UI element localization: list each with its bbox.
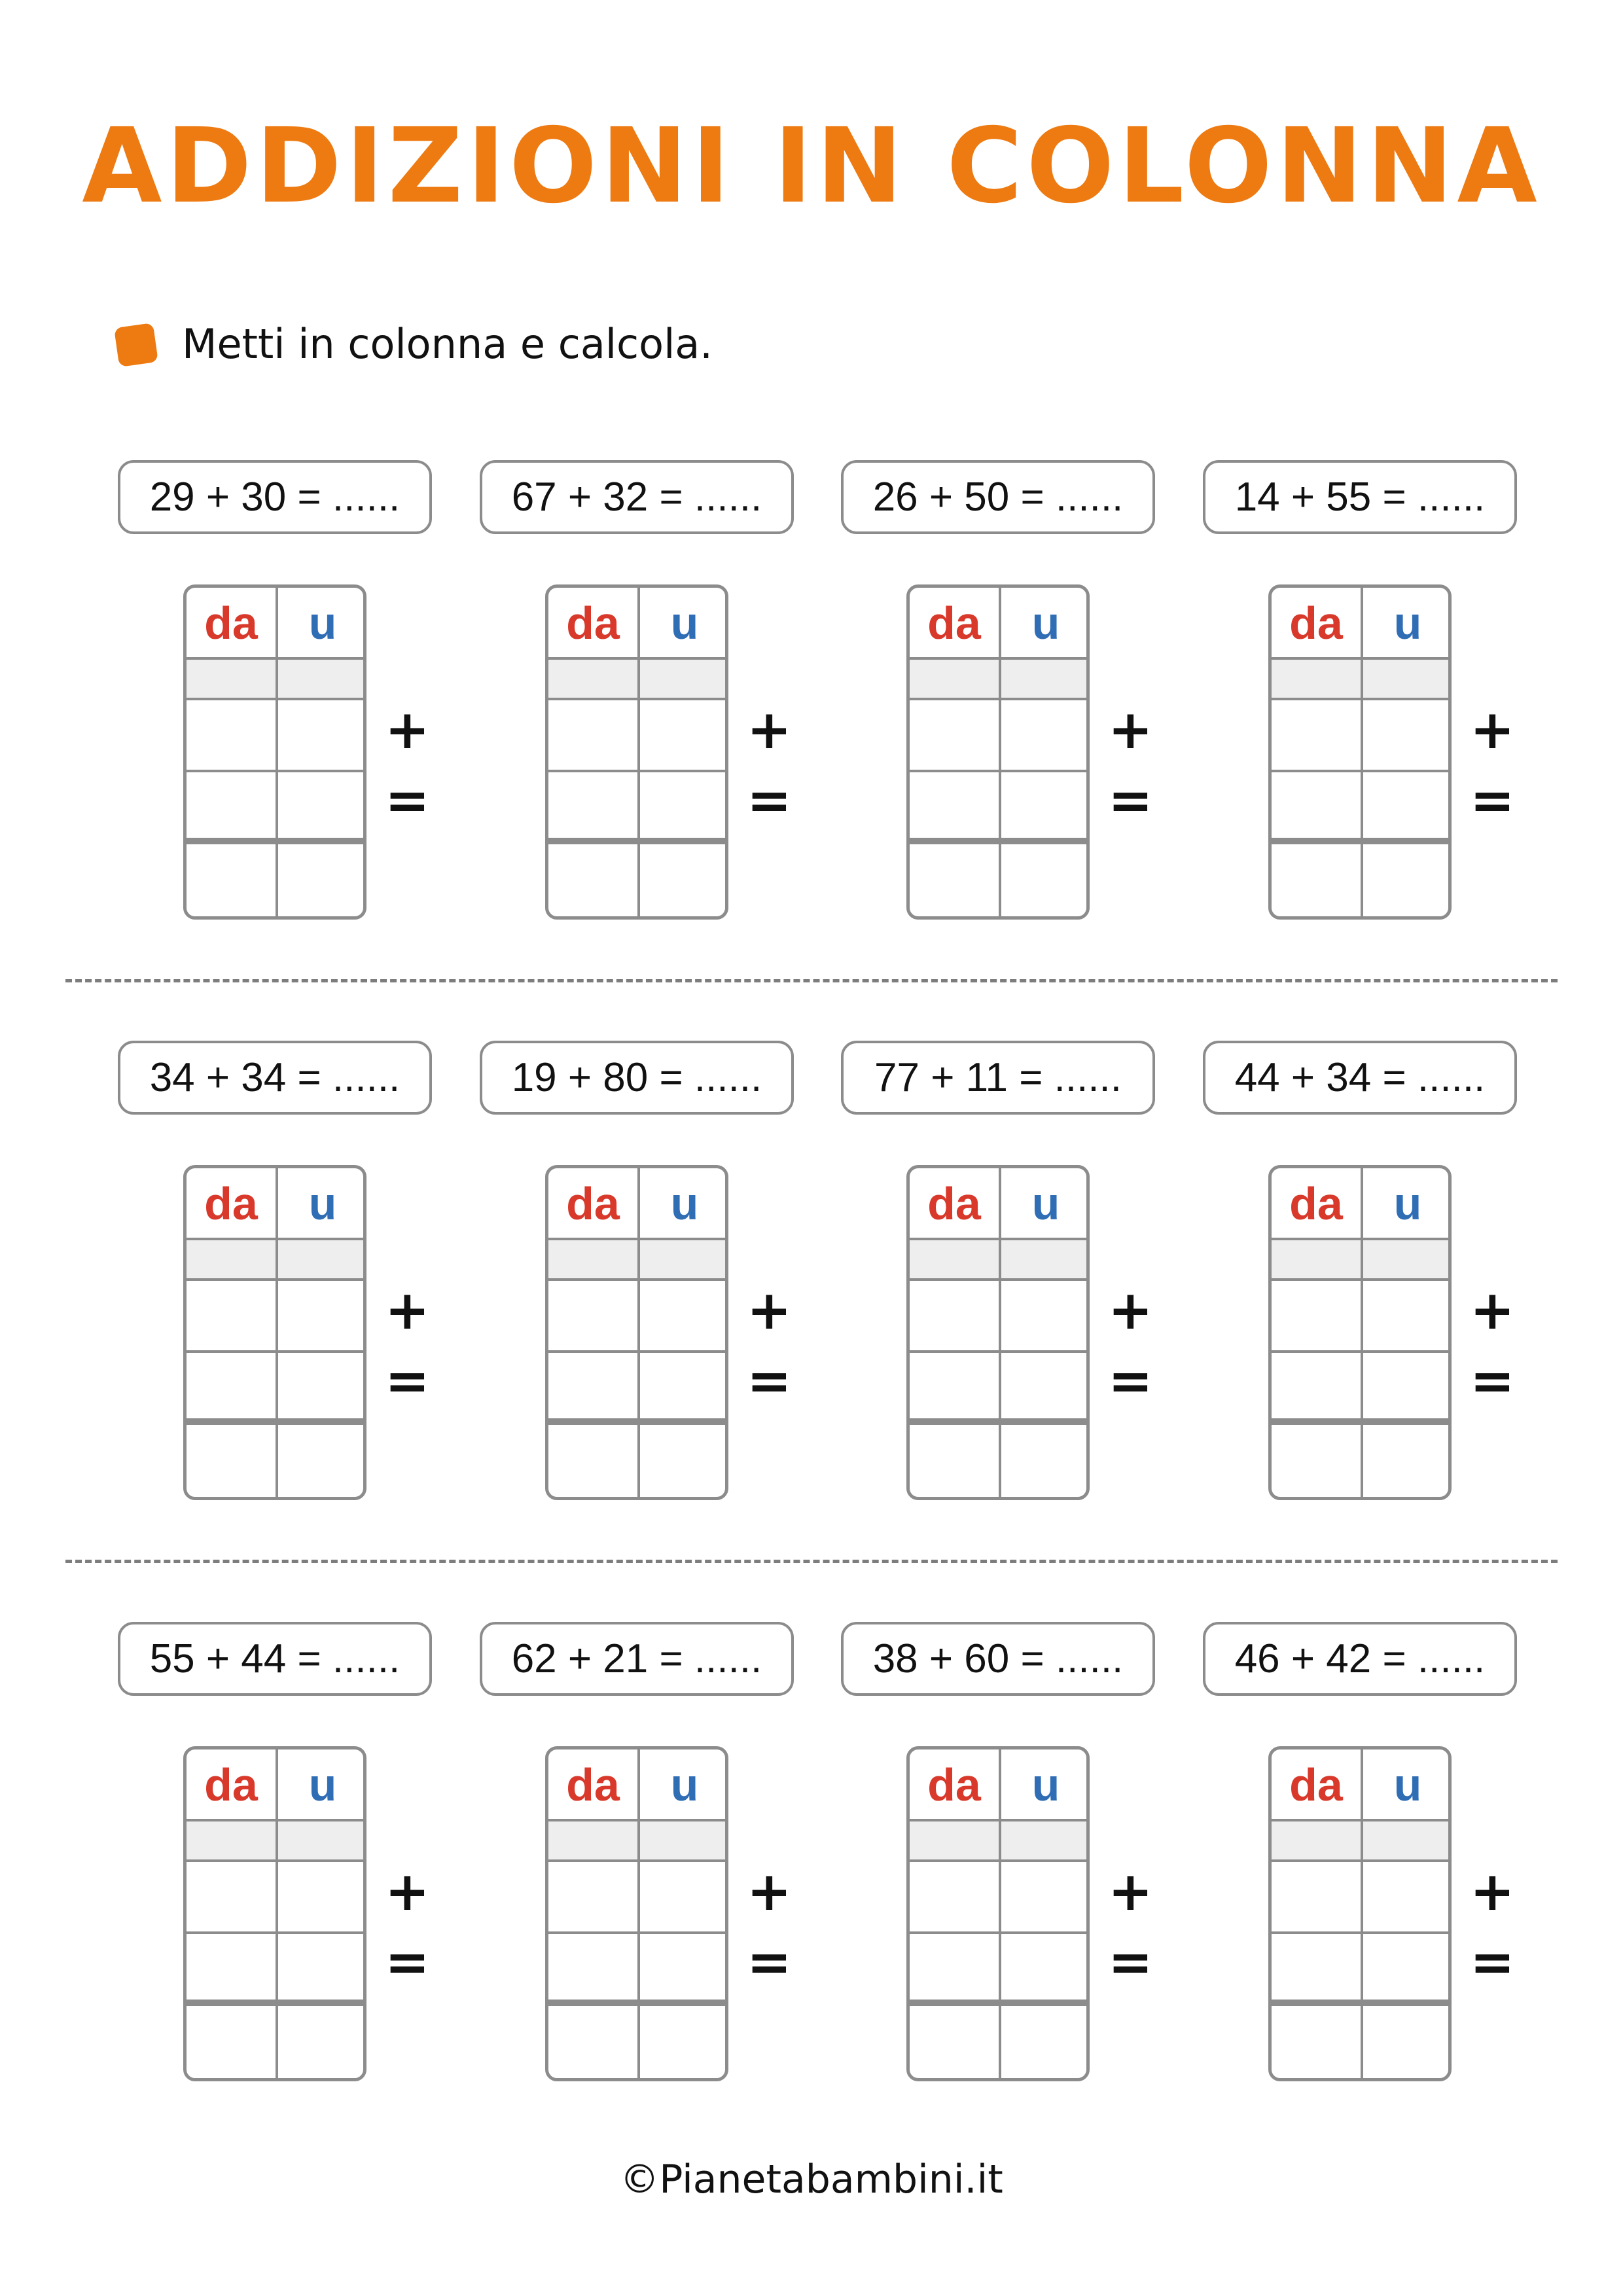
tens-header: da: [566, 1178, 620, 1229]
grid-line: [910, 1278, 1086, 1281]
problem-equation: 19 + 80 = ......: [480, 1041, 794, 1115]
grid-line: [910, 770, 1086, 772]
column-header-row: [910, 1749, 1086, 1821]
column-header-row: [1272, 1749, 1448, 1821]
column-separator: [276, 588, 278, 916]
carry-row[interactable]: [910, 1240, 1086, 1278]
instruction-text: Metti in colonna e calcola.: [182, 320, 713, 368]
units-header: u: [670, 598, 699, 649]
grid-line: [1272, 1278, 1448, 1281]
sum-line: [910, 1418, 1086, 1425]
units-header: u: [670, 1178, 699, 1229]
tens-header: da: [1289, 1759, 1343, 1810]
grid-line: [1272, 1859, 1448, 1862]
column-grid: [1268, 584, 1452, 920]
equals-sign: =: [1108, 1350, 1153, 1412]
tens-header: da: [927, 598, 981, 649]
column-separator: [999, 1168, 1001, 1497]
column-separator: [637, 588, 640, 916]
carry-row[interactable]: [1272, 660, 1448, 698]
grid-line: [548, 1859, 725, 1862]
carry-row[interactable]: [548, 660, 725, 698]
equals-sign: =: [385, 1931, 430, 1994]
column-header-row: [910, 588, 1086, 660]
column-separator: [637, 1168, 640, 1497]
column-header-row: [187, 588, 363, 660]
carry-row[interactable]: [1272, 1821, 1448, 1859]
column-grid: [545, 1165, 728, 1500]
tens-header: da: [927, 1178, 981, 1229]
column-separator: [637, 1749, 640, 2078]
problem-equation: 62 + 21 = ......: [480, 1622, 794, 1696]
tens-header: da: [566, 1759, 620, 1810]
problem-equation: 26 + 50 = ......: [841, 460, 1155, 534]
tens-header: da: [566, 598, 620, 649]
problem-equation: 44 + 34 = ......: [1203, 1041, 1517, 1115]
grid-line: [548, 1819, 725, 1821]
column-grid: [906, 584, 1090, 920]
units-header: u: [1393, 1178, 1422, 1229]
sum-line: [1272, 838, 1448, 844]
column-separator: [999, 588, 1001, 916]
grid-line: [1272, 1238, 1448, 1240]
column-separator: [276, 1749, 278, 2078]
equals-sign: =: [747, 770, 792, 832]
page-title: ADDIZIONI IN COLONNA: [82, 106, 1541, 226]
problem-box: [1203, 460, 1517, 534]
column-grid: [183, 1165, 366, 1500]
column-header-row: [548, 588, 725, 660]
equals-sign: =: [1108, 770, 1153, 832]
column-header-row: [548, 1168, 725, 1240]
units-header: u: [1031, 598, 1060, 649]
problem-equation: 34 + 34 = ......: [118, 1041, 432, 1115]
plus-sign: +: [385, 699, 430, 761]
sum-line: [187, 1418, 363, 1425]
equals-sign: =: [1470, 770, 1515, 832]
problem-box: [841, 1041, 1155, 1115]
plus-sign: +: [1108, 699, 1153, 761]
units-header: u: [1031, 1178, 1060, 1229]
grid-line: [910, 1931, 1086, 1934]
grid-line: [910, 1859, 1086, 1862]
plus-sign: +: [1108, 1280, 1153, 1342]
equals-sign: =: [1108, 1931, 1153, 1994]
problem-box: [1203, 1041, 1517, 1115]
problem-equation: 55 + 44 = ......: [118, 1622, 432, 1696]
equals-sign: =: [1470, 1931, 1515, 1994]
grid-line: [187, 1819, 363, 1821]
problem-equation: 14 + 55 = ......: [1203, 460, 1517, 534]
equals-sign: =: [385, 1350, 430, 1412]
units-header: u: [1393, 598, 1422, 649]
column-header-row: [187, 1749, 363, 1821]
column-grid: [1268, 1165, 1452, 1500]
sum-line: [910, 838, 1086, 844]
section-divider: [65, 979, 1558, 982]
column-grid: [545, 1746, 728, 2081]
grid-line: [548, 770, 725, 772]
problem-box: [480, 1622, 794, 1696]
units-header: u: [1031, 1759, 1060, 1810]
column-separator: [276, 1168, 278, 1497]
sum-line: [548, 838, 725, 844]
carry-row[interactable]: [910, 1821, 1086, 1859]
problem-box: [1203, 1622, 1517, 1696]
grid-line: [548, 1278, 725, 1281]
carry-row[interactable]: [910, 660, 1086, 698]
tens-header: da: [927, 1759, 981, 1810]
column-header-row: [548, 1749, 725, 1821]
equals-sign: =: [385, 770, 430, 832]
tens-header: da: [204, 1759, 258, 1810]
sum-line: [548, 2000, 725, 2006]
sum-line: [1272, 2000, 1448, 2006]
problem-equation: 38 + 60 = ......: [841, 1622, 1155, 1696]
problem-box: [480, 460, 794, 534]
sum-line: [187, 2000, 363, 2006]
grid-line: [187, 1350, 363, 1353]
grid-line: [1272, 1931, 1448, 1934]
grid-line: [187, 1931, 363, 1934]
grid-line: [910, 698, 1086, 700]
grid-line: [187, 1238, 363, 1240]
plus-sign: +: [747, 1280, 792, 1342]
sum-line: [187, 838, 363, 844]
plus-sign: +: [385, 1861, 430, 1923]
grid-line: [910, 657, 1086, 660]
units-header: u: [308, 1178, 337, 1229]
footer-credit: ©Pianetabambini.it: [620, 2157, 1003, 2202]
column-separator: [1361, 1749, 1363, 2078]
units-header: u: [308, 598, 337, 649]
units-header: u: [308, 1759, 337, 1810]
column-separator: [999, 1749, 1001, 2078]
carry-row[interactable]: [548, 1240, 725, 1278]
grid-line: [548, 1350, 725, 1353]
carry-row[interactable]: [187, 1821, 363, 1859]
plus-sign: +: [1470, 1280, 1515, 1342]
plus-sign: +: [747, 1861, 792, 1923]
tens-header: da: [1289, 598, 1343, 649]
grid-line: [910, 1238, 1086, 1240]
problem-equation: 67 + 32 = ......: [480, 460, 794, 534]
problem-equation: 77 + 11 = ......: [841, 1041, 1155, 1115]
problem-box: [841, 460, 1155, 534]
plus-sign: +: [1470, 1861, 1515, 1923]
column-grid: [183, 584, 366, 920]
grid-line: [548, 1238, 725, 1240]
column-grid: [906, 1746, 1090, 2081]
problem-box: [118, 1622, 432, 1696]
tens-header: da: [204, 1178, 258, 1229]
grid-line: [187, 1859, 363, 1862]
grid-line: [1272, 1819, 1448, 1821]
column-header-row: [187, 1168, 363, 1240]
column-grid: [906, 1165, 1090, 1500]
column-grid: [183, 1746, 366, 2081]
units-header: u: [1393, 1759, 1422, 1810]
grid-line: [187, 698, 363, 700]
section-divider: [65, 1560, 1558, 1563]
column-separator: [1361, 588, 1363, 916]
grid-line: [548, 698, 725, 700]
sum-line: [548, 1418, 725, 1425]
grid-line: [548, 1931, 725, 1934]
problem-box: [841, 1622, 1155, 1696]
grid-line: [548, 657, 725, 660]
equals-sign: =: [747, 1931, 792, 1994]
bullet-icon: [114, 323, 158, 367]
sum-line: [1272, 1418, 1448, 1425]
grid-line: [1272, 1350, 1448, 1353]
grid-line: [910, 1819, 1086, 1821]
column-grid: [1268, 1746, 1452, 2081]
tens-header: da: [1289, 1178, 1343, 1229]
carry-row[interactable]: [187, 660, 363, 698]
problem-box: [118, 1041, 432, 1115]
carry-row[interactable]: [1272, 1240, 1448, 1278]
sum-line: [910, 2000, 1086, 2006]
grid-line: [187, 657, 363, 660]
column-separator: [1361, 1168, 1363, 1497]
units-header: u: [670, 1759, 699, 1810]
carry-row[interactable]: [548, 1821, 725, 1859]
column-header-row: [1272, 1168, 1448, 1240]
equals-sign: =: [1470, 1350, 1515, 1412]
plus-sign: +: [1470, 699, 1515, 761]
plus-sign: +: [1108, 1861, 1153, 1923]
grid-line: [187, 770, 363, 772]
column-header-row: [1272, 588, 1448, 660]
column-header-row: [910, 1168, 1086, 1240]
column-grid: [545, 584, 728, 920]
plus-sign: +: [385, 1280, 430, 1342]
problem-box: [480, 1041, 794, 1115]
equals-sign: =: [747, 1350, 792, 1412]
tens-header: da: [204, 598, 258, 649]
grid-line: [187, 1278, 363, 1281]
grid-line: [1272, 698, 1448, 700]
problem-equation: 46 + 42 = ......: [1203, 1622, 1517, 1696]
problem-box: [118, 460, 432, 534]
problem-equation: 29 + 30 = ......: [118, 460, 432, 534]
grid-line: [1272, 657, 1448, 660]
grid-line: [1272, 770, 1448, 772]
grid-line: [910, 1350, 1086, 1353]
plus-sign: +: [747, 699, 792, 761]
carry-row[interactable]: [187, 1240, 363, 1278]
